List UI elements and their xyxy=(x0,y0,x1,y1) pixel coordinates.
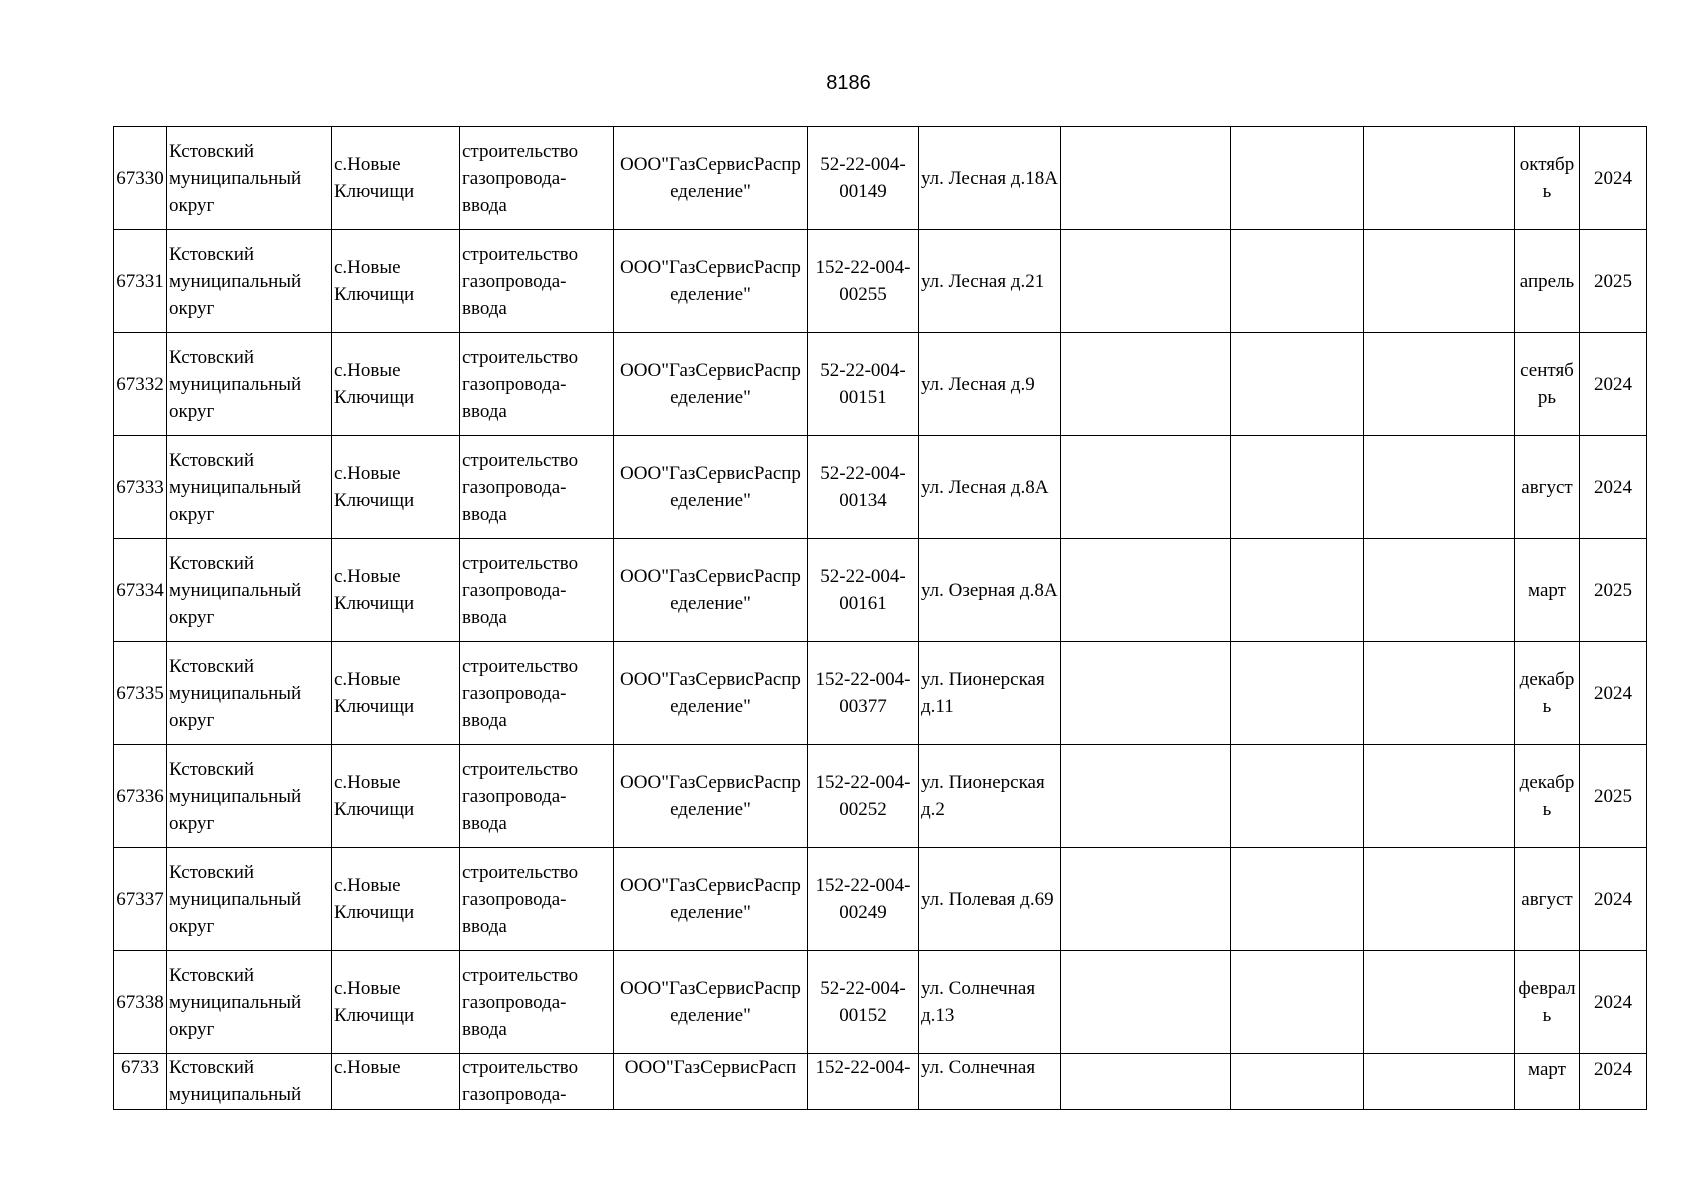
cell-district xyxy=(167,436,332,539)
cell-empty xyxy=(1231,539,1364,642)
cell-address xyxy=(919,745,1061,848)
cell-work-type-text: строительство газопровода-ввода xyxy=(462,964,579,1040)
cell-address-text: ул. Лесная д.18А xyxy=(921,167,1058,189)
cell-settlement-text: с.Новые Ключищи xyxy=(334,257,415,305)
cell-settlement-text: с.Новые Ключищи xyxy=(334,360,415,408)
cell-settlement-text: с.Новые Ключищи xyxy=(334,463,415,511)
cell-address xyxy=(919,539,1061,642)
cell-month xyxy=(1515,230,1580,333)
cell-district-text: Кстовский муниципальный округ xyxy=(169,861,302,937)
cell-address-text: ул. Лесная д.8А xyxy=(921,476,1049,498)
table-row xyxy=(114,436,1647,539)
cell-object-code-text: 52-22-004-00151 xyxy=(820,360,906,408)
cell-organization-text: ООО"ГазСервисРаспределение" xyxy=(620,978,801,1026)
cell-object-code xyxy=(808,745,919,848)
cell-object-code-text: 152-22-004-00377 xyxy=(815,669,911,717)
cell-empty xyxy=(1231,436,1364,539)
cell-address-text: ул. Солнечная xyxy=(921,1057,1036,1078)
cell-record-number-text: 67335 xyxy=(116,682,164,704)
cell-empty xyxy=(1231,745,1364,848)
cell-district-text: Кстовский муниципальный округ xyxy=(169,964,302,1040)
cell-empty xyxy=(1231,951,1364,1054)
cell-year xyxy=(1580,127,1647,230)
cell-empty xyxy=(1061,1054,1231,1110)
cell-settlement-text: с.Новые Ключищи xyxy=(334,154,415,202)
cell-year xyxy=(1580,230,1647,333)
cell-settlement xyxy=(332,951,460,1054)
cell-month xyxy=(1515,436,1580,539)
cell-organization-text: ООО"ГазСервисРаспределение" xyxy=(620,772,801,820)
cell-empty xyxy=(1061,539,1231,642)
cell-settlement xyxy=(332,1054,460,1110)
cell-address xyxy=(919,642,1061,745)
cell-empty xyxy=(1231,1054,1364,1110)
cell-organization-text: ООО"ГазСервисРаспределение" xyxy=(620,154,801,202)
cell-empty xyxy=(1231,333,1364,436)
cell-address xyxy=(919,1054,1061,1110)
cell-empty xyxy=(1231,127,1364,230)
cell-district-text: Кстовский муниципальный округ xyxy=(169,758,302,834)
cell-month-text: февраль xyxy=(1518,978,1576,1026)
cell-district-text: Кстовский муниципальный округ xyxy=(169,552,302,628)
cell-district-text: Кстовский муниципальный xyxy=(169,1057,302,1105)
cell-year xyxy=(1580,745,1647,848)
cell-work-type xyxy=(460,436,614,539)
cell-address xyxy=(919,230,1061,333)
cell-organization xyxy=(614,539,808,642)
cell-address xyxy=(919,333,1061,436)
cell-empty xyxy=(1061,436,1231,539)
cell-organization xyxy=(614,951,808,1054)
cell-record-number-text: 67332 xyxy=(116,373,164,395)
cell-month-text: апрель xyxy=(1519,270,1575,292)
cell-organization-text: ООО"ГазСервисРаспределение" xyxy=(620,463,801,511)
cell-object-code xyxy=(808,127,919,230)
cell-empty xyxy=(1231,642,1364,745)
cell-work-type-text: строительство газопровода- xyxy=(462,1057,579,1105)
cell-district-text: Кстовский муниципальный округ xyxy=(169,449,302,525)
cell-empty xyxy=(1364,436,1515,539)
cell-organization xyxy=(614,745,808,848)
cell-year-text: 2025 xyxy=(1594,579,1632,601)
cell-year-text: 2024 xyxy=(1594,167,1632,189)
cell-settlement-text: с.Новые Ключищи xyxy=(334,669,415,717)
cell-month xyxy=(1515,642,1580,745)
cell-address xyxy=(919,951,1061,1054)
cell-work-type-text: строительство газопровода-ввода xyxy=(462,655,579,731)
cell-organization xyxy=(614,333,808,436)
cell-address xyxy=(919,436,1061,539)
cell-object-code xyxy=(808,951,919,1054)
table-row xyxy=(114,230,1647,333)
cell-month-text: август xyxy=(1521,888,1573,910)
cell-object-code xyxy=(808,436,919,539)
cell-work-type-text: строительство газопровода-ввода xyxy=(462,243,579,319)
cell-empty xyxy=(1364,230,1515,333)
cell-object-code-text: 152-22-004-00255 xyxy=(815,257,911,305)
cell-record-number xyxy=(114,539,167,642)
cell-empty xyxy=(1364,951,1515,1054)
cell-work-type xyxy=(460,848,614,951)
cell-year-text: 2025 xyxy=(1594,270,1632,292)
cell-month-text: декабрь xyxy=(1519,669,1575,717)
cell-district xyxy=(167,539,332,642)
cell-record-number-text: 67331 xyxy=(116,270,164,292)
cell-district-text: Кстовский муниципальный округ xyxy=(169,140,302,216)
cell-record-number xyxy=(114,333,167,436)
cell-work-type xyxy=(460,539,614,642)
cell-organization-text: ООО"ГазСервисРаспределение" xyxy=(620,360,801,408)
cell-settlement-text: с.Новые Ключищи xyxy=(334,978,415,1026)
cell-month xyxy=(1515,1054,1580,1110)
cell-record-number-text: 67338 xyxy=(116,991,164,1013)
cell-month-text: август xyxy=(1521,476,1573,498)
cell-year-text: 2024 xyxy=(1594,1059,1632,1080)
cell-district xyxy=(167,127,332,230)
cell-year xyxy=(1580,642,1647,745)
cell-address-text: ул. Пионерская д.2 xyxy=(921,772,1045,820)
cell-month-text: октябрь xyxy=(1519,154,1575,202)
cell-district-text: Кстовский муниципальный округ xyxy=(169,243,302,319)
cell-work-type xyxy=(460,333,614,436)
table-row xyxy=(114,1054,1647,1110)
cell-object-code xyxy=(808,848,919,951)
cell-record-number xyxy=(114,127,167,230)
cell-record-number-text: 6733 xyxy=(121,1057,159,1078)
table-row xyxy=(114,642,1647,745)
cell-settlement xyxy=(332,539,460,642)
cell-record-number xyxy=(114,436,167,539)
cell-empty xyxy=(1061,642,1231,745)
cell-object-code xyxy=(808,642,919,745)
cell-organization-text: ООО"ГазСервисРаспределение" xyxy=(620,669,801,717)
cell-record-number-text: 67337 xyxy=(116,888,164,910)
cell-month-text: декабрь xyxy=(1519,772,1575,820)
cell-organization xyxy=(614,127,808,230)
cell-year-text: 2024 xyxy=(1594,476,1632,498)
cell-year-text: 2025 xyxy=(1594,785,1632,807)
cell-work-type-text: строительство газопровода-ввода xyxy=(462,140,579,216)
cell-address-text: ул. Лесная д.9 xyxy=(921,373,1035,395)
cell-year xyxy=(1580,333,1647,436)
cell-year xyxy=(1580,951,1647,1054)
cell-empty xyxy=(1231,848,1364,951)
cell-organization xyxy=(614,230,808,333)
cell-empty xyxy=(1364,848,1515,951)
cell-settlement xyxy=(332,436,460,539)
cell-address xyxy=(919,127,1061,230)
cell-object-code xyxy=(808,230,919,333)
table-row xyxy=(114,539,1647,642)
cell-month-text: март xyxy=(1528,579,1566,601)
table-row xyxy=(114,951,1647,1054)
cell-district xyxy=(167,642,332,745)
cell-month xyxy=(1515,848,1580,951)
cell-work-type xyxy=(460,127,614,230)
cell-empty xyxy=(1061,745,1231,848)
cell-address-text: ул. Полевая д.69 xyxy=(921,888,1054,910)
table-body xyxy=(114,127,1647,1110)
cell-record-number xyxy=(114,642,167,745)
cell-year xyxy=(1580,436,1647,539)
cell-year-text: 2024 xyxy=(1594,682,1632,704)
cell-object-code-text: 52-22-004-00161 xyxy=(820,566,906,614)
cell-work-type-text: строительство газопровода-ввода xyxy=(462,552,579,628)
table-row xyxy=(114,745,1647,848)
cell-month xyxy=(1515,745,1580,848)
cell-empty xyxy=(1364,1054,1515,1110)
cell-organization xyxy=(614,436,808,539)
cell-month xyxy=(1515,539,1580,642)
table-row xyxy=(114,333,1647,436)
cell-district-text: Кстовский муниципальный округ xyxy=(169,346,302,422)
cell-work-type-text: строительство газопровода-ввода xyxy=(462,758,579,834)
cell-settlement-text: с.Новые Ключищи xyxy=(334,875,415,923)
cell-district-text: Кстовский муниципальный округ xyxy=(169,655,302,731)
cell-object-code xyxy=(808,539,919,642)
cell-empty xyxy=(1061,333,1231,436)
cell-district xyxy=(167,951,332,1054)
cell-object-code-text: 52-22-004-00152 xyxy=(820,978,906,1026)
cell-month xyxy=(1515,127,1580,230)
cell-settlement xyxy=(332,642,460,745)
cell-month xyxy=(1515,951,1580,1054)
cell-organization-text: ООО"ГазСервисРаспределение" xyxy=(620,566,801,614)
cell-year-text: 2024 xyxy=(1594,888,1632,910)
cell-record-number-text: 67334 xyxy=(116,579,164,601)
cell-empty xyxy=(1364,539,1515,642)
cell-address-text: ул. Лесная д.21 xyxy=(921,270,1045,292)
cell-work-type xyxy=(460,230,614,333)
cell-settlement-text: с.Новые xyxy=(334,1057,401,1078)
cell-object-code xyxy=(808,333,919,436)
cell-work-type-text: строительство газопровода-ввода xyxy=(462,346,579,422)
cell-record-number-text: 67330 xyxy=(116,167,164,189)
cell-work-type xyxy=(460,1054,614,1110)
cell-work-type xyxy=(460,642,614,745)
table-row xyxy=(114,127,1647,230)
cell-district xyxy=(167,1054,332,1110)
cell-month xyxy=(1515,333,1580,436)
cell-object-code-text: 52-22-004-00134 xyxy=(820,463,906,511)
cell-district xyxy=(167,333,332,436)
cell-record-number xyxy=(114,745,167,848)
page-number: 8186 xyxy=(826,72,871,94)
cell-record-number xyxy=(114,848,167,951)
cell-work-type-text: строительство газопровода-ввода xyxy=(462,449,579,525)
cell-object-code-text: 152-22-004- xyxy=(815,1057,911,1078)
cell-empty xyxy=(1364,333,1515,436)
registry-table xyxy=(113,126,1647,1110)
cell-organization-text: ООО"ГазСервисРаспределение" xyxy=(620,257,801,305)
cell-empty xyxy=(1364,642,1515,745)
cell-record-number-text: 67333 xyxy=(116,476,164,498)
cell-organization-text: ООО"ГазСервисРаспределение" xyxy=(620,875,801,923)
cell-settlement xyxy=(332,333,460,436)
cell-empty xyxy=(1061,848,1231,951)
table-row xyxy=(114,848,1647,951)
cell-empty xyxy=(1061,951,1231,1054)
cell-month-text: март xyxy=(1528,1059,1566,1080)
cell-settlement-text: с.Новые Ключищи xyxy=(334,566,415,614)
cell-settlement xyxy=(332,127,460,230)
cell-month-text: сентябрь xyxy=(1520,360,1574,408)
cell-district xyxy=(167,230,332,333)
cell-organization xyxy=(614,642,808,745)
cell-organization xyxy=(614,1054,808,1110)
cell-settlement xyxy=(332,848,460,951)
cell-year xyxy=(1580,539,1647,642)
cell-year xyxy=(1580,1054,1647,1110)
cell-address-text: ул. Пионерская д.11 xyxy=(921,669,1045,717)
cell-work-type xyxy=(460,951,614,1054)
cell-organization xyxy=(614,848,808,951)
cell-object-code-text: 52-22-004-00149 xyxy=(820,154,906,202)
cell-object-code xyxy=(808,1054,919,1110)
cell-record-number-text: 67336 xyxy=(116,785,164,807)
cell-organization-text: ООО"ГазСервисРасп xyxy=(624,1057,797,1078)
cell-record-number xyxy=(114,1054,167,1110)
cell-work-type xyxy=(460,745,614,848)
cell-record-number xyxy=(114,230,167,333)
cell-work-type-text: строительство газопровода-ввода xyxy=(462,861,579,937)
cell-settlement xyxy=(332,230,460,333)
cell-object-code-text: 152-22-004-00249 xyxy=(815,875,911,923)
cell-empty xyxy=(1364,745,1515,848)
cell-empty xyxy=(1231,230,1364,333)
cell-object-code-text: 152-22-004-00252 xyxy=(815,772,911,820)
cell-district xyxy=(167,745,332,848)
cell-empty xyxy=(1061,127,1231,230)
cell-year xyxy=(1580,848,1647,951)
cell-empty xyxy=(1364,127,1515,230)
cell-year-text: 2024 xyxy=(1594,373,1632,395)
cell-record-number xyxy=(114,951,167,1054)
cell-settlement xyxy=(332,745,460,848)
cell-empty xyxy=(1061,230,1231,333)
cell-address xyxy=(919,848,1061,951)
cell-district xyxy=(167,848,332,951)
cell-year-text: 2024 xyxy=(1594,991,1632,1013)
cell-settlement-text: с.Новые Ключищи xyxy=(334,772,415,820)
cell-address-text: ул. Солнечная д.13 xyxy=(921,978,1036,1026)
cell-address-text: ул. Озерная д.8А xyxy=(921,579,1058,601)
